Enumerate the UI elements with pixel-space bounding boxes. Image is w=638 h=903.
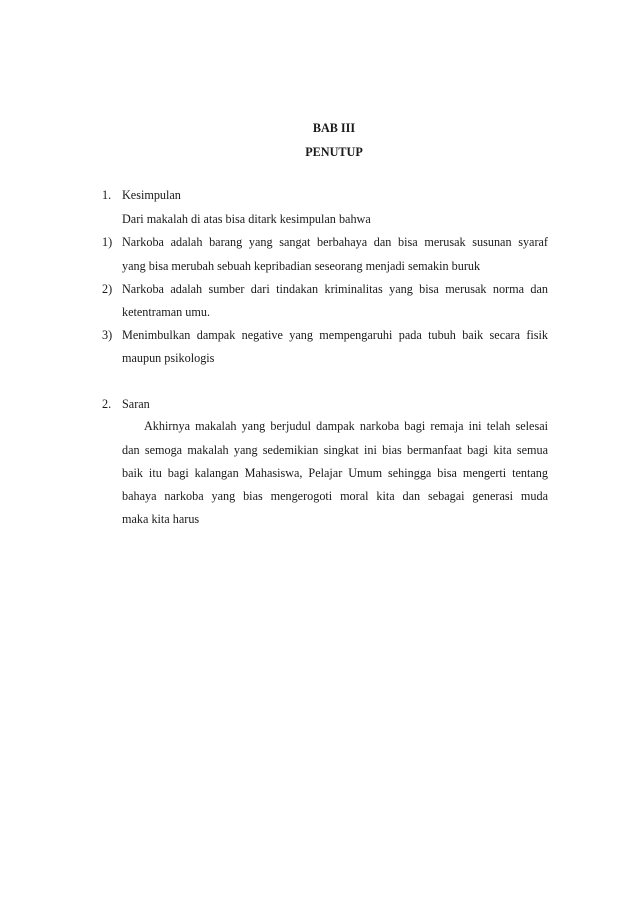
section-title: Kesimpulan	[122, 188, 181, 202]
list-item-line: Narkoba adalah sumber dari tindakan kriminalitas yang bisa merusak norma dan	[122, 282, 548, 296]
chapter-number: BAB III	[312, 121, 356, 135]
paragraph-line: Akhirnya makalah yang berjudul dampak narkoba bagi remaja ini telah selesai	[144, 419, 548, 433]
section-number: 2.	[102, 397, 112, 411]
paragraph-line: dan semoga makalah yang sedemikian singkat ini bias bermanfaat bagi kita semua	[122, 443, 548, 457]
list-item-line: maupun psikologis	[122, 351, 215, 365]
list-item-line: Narkoba adalah barang yang sangat berbahaya dan bisa merusak susunan syaraf	[122, 235, 548, 249]
list-item-line: yang bisa merubah sebuah kepribadian seseorang menjadi semakin buruk	[122, 259, 481, 273]
paragraph-line: bahaya narkoba yang bias mengerogoti moral kita dan sebagai generasi muda	[122, 489, 548, 503]
list-item-number: 2)	[102, 282, 113, 296]
list-item-line: ketentraman umu.	[122, 305, 210, 319]
chapter-title: PENUTUP	[305, 145, 363, 159]
list-item-line: Menimbulkan dampak negative yang mempengaruhi pada tubuh baik secara fisik	[122, 328, 548, 342]
section-intro: Dari makalah di atas bisa ditark kesimpulan bahwa	[122, 212, 371, 226]
paragraph-line: maka kita harus	[122, 512, 200, 526]
list-item-number: 3)	[102, 328, 113, 342]
list-item-number: 1)	[102, 235, 113, 249]
paragraph-line: baik itu bagi kalangan Mahasiswa, Pelajar Umum sehingga bisa mengerti tentang	[122, 466, 548, 480]
section-title: Saran	[122, 397, 150, 411]
section-number: 1.	[102, 188, 112, 202]
